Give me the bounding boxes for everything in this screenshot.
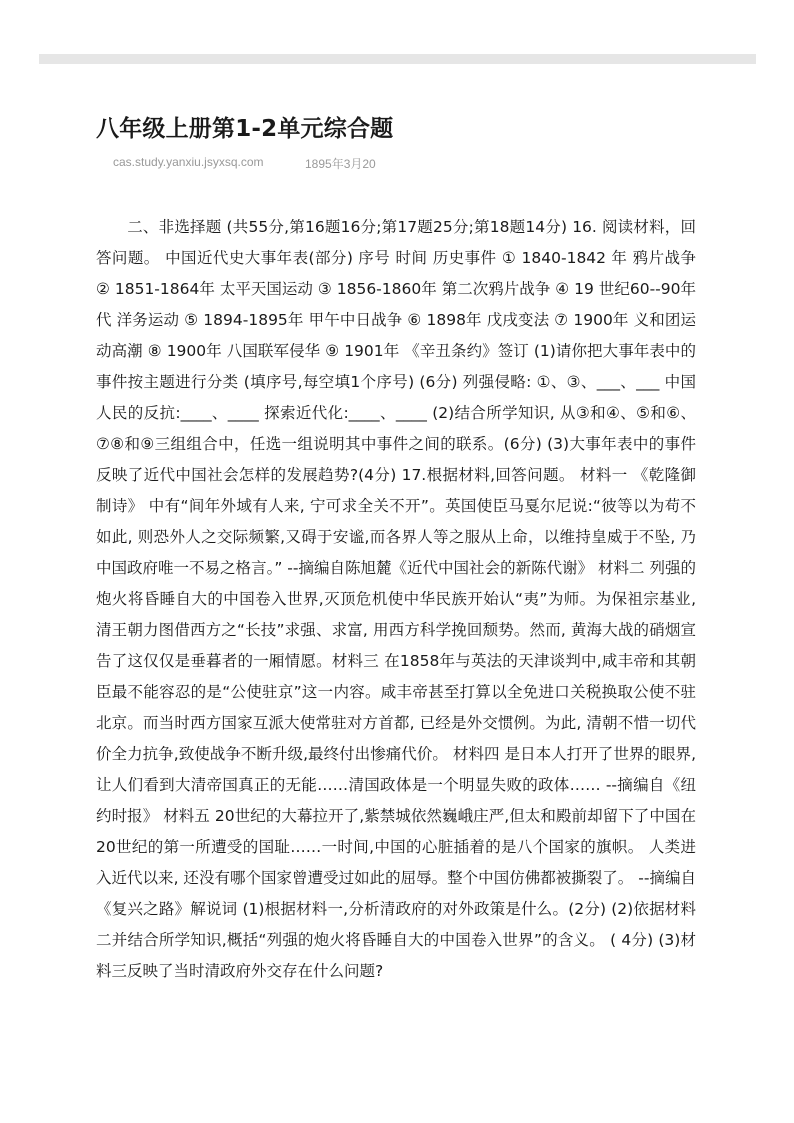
publish-date: 1895年3月20 xyxy=(305,157,376,171)
body-text: 二、非选择题 (共55分,第16题16分;第17题25分;第18题14分) 16. 阅读材料，回答问题。 中国近代史大事年表(部分) 序号 时间 历史事件 ① 1840-1842 年 鸦片战争 ② 1851-1864年 太平天国运动 ③ 1856-1860年 第二次鸦片战争 ④ 19 世纪60--90年代 洋务运动 ⑤ 1894-1895年 甲午中日战争 ⑥ 1898年 戊戌变法 ⑦ 1900年 义和团运动高潮 ⑧ 1900年 八国联军侵华 ⑨ 1901年 《辛丑条约》签订 (1)请你把大事年表中的事件按主题进行分类 (填序号,每空填1个序号) (6分) 列强侵略: ①、③、___、___ 中国人民的反抗:____、____ 探索近代化:____、____ (2)结合所学知识, 从③和④、⑤和⑥、⑦⑧和⑨三组组合中，任选一组说明其中事件之间的联系。(6分) (3)大事年表中的事件反映了近代中国社会怎样的发展趋势?(4分) 17.根据材料,回答问题。 材料一 《乾隆御制诗》 中有“间年外域有人来, 宁可求全关不开”。英国使臣马戛尔尼说:“彼等以为苟不如此, 则恐外人之交际频繁,又碍于安谧,而各界人等之服从上命，以维持皇威于不坠, 乃中国政府唯一不易之格言。” --摘编自陈旭麓《近代中国社会的新陈代谢》 材料二 列强的炮火将昏睡自大的中国卷入世界,灭顶危机使中华民族开始认“夷”为师。为保祖宗基业, 清王朝力图借西方之“长技”求强、求富, 用西方科学挽回颓势。然而, 黄海大战的硝烟宣告了这仅仅是垂暮者的一厢情愿。材料三 在1858年与英法的天津谈判中,咸丰帝和其朝臣最不能容忍的是“公使驻京”这一内容。咸丰帝甚至打算以全免进口关税换取公使不驻北京。而当时西方国家互派大使常驻对方首都, 已经是外交惯例。为此, 清朝不惜一切代价全力抗争,致使战争不断升级,最终付出惨痛代价。 材料四 是日本人打开了世界的眼界, 让人们看到大清帝国真正的无能……清国政体是一个明显失败的政体…… --摘编自《纽约时报》 材料五 20世纪的大幕拉开了,紫禁城依然巍峨庄严,但太和殿前却留下了中国在20世纪的第一所遭受的国耻……一时间,中国的心脏插着的是八个国家的旗帜。 人类进入近代以来, 还没有哪个国家曾遭受过如此的屈辱。整个中国仿佛都被撕裂了。 --摘编自《复兴之路》解说词 (1)根据材料一,分析清政府的对外政策是什么。(2分) (2)依据材料二并结合所学知识,概括“列强的炮火将昏睡自大的中国卷入世界”的含义。 ( 4分) (3)材料三反映了当时清政府外交存在什么问题? xyxy=(96,218,696,980)
top-divider-bar xyxy=(39,54,756,64)
document-body xyxy=(96,212,696,987)
source-url[interactable]: cas.study.yanxiu.jsyxsq.com xyxy=(113,155,264,169)
document-title: 八年级上册第1-2单元综合题 xyxy=(96,116,394,142)
